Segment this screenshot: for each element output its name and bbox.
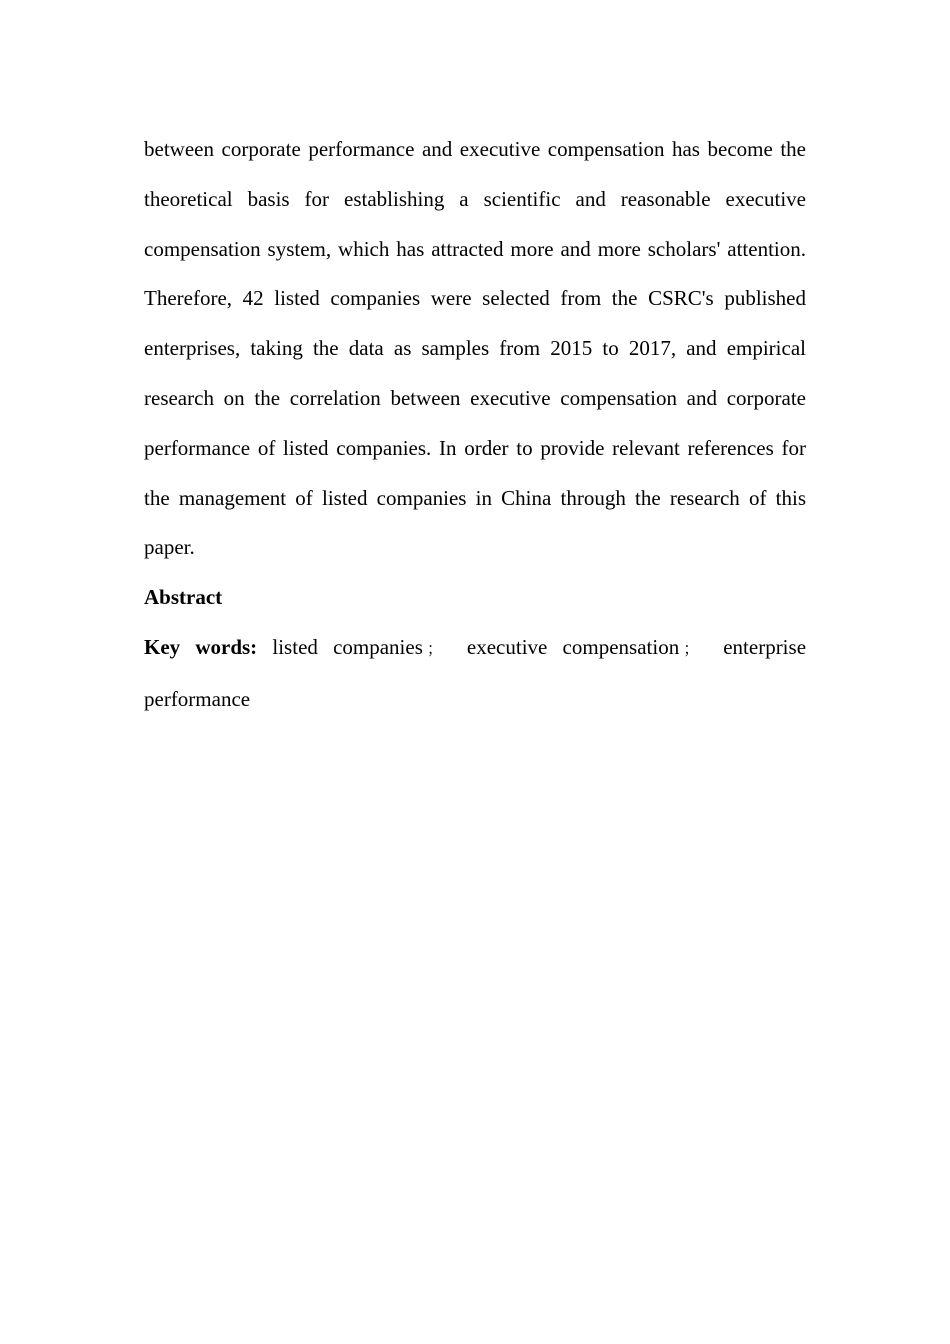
keyword-item: executive compensation xyxy=(466,634,680,659)
keyword-separator: ； xyxy=(426,640,443,658)
body-paragraph: between corporate performance and executive compensation has become the theoretical basis for establishing a scientific and reasonable executive compensation system, which has attracted more and more scholars' attention. Therefore, 42 listed companies were selected from the CSRC's published enterprises, taking the data as samples from 2015 to 2017, and empirical research on the correlation between executive compensation and corporate performance of listed companies. In order to provide relevant references for the management of listed companies in China through the research of this paper. xyxy=(144,137,806,560)
keywords-label: Key words: xyxy=(144,634,258,659)
keyword-item: listed companies xyxy=(272,634,423,659)
keyword-item: enterprise performance xyxy=(144,634,807,711)
keyword-separator: ； xyxy=(683,640,700,658)
abstract-heading: Abstract xyxy=(144,585,223,610)
keywords-line xyxy=(144,623,806,725)
document-page xyxy=(144,125,806,725)
